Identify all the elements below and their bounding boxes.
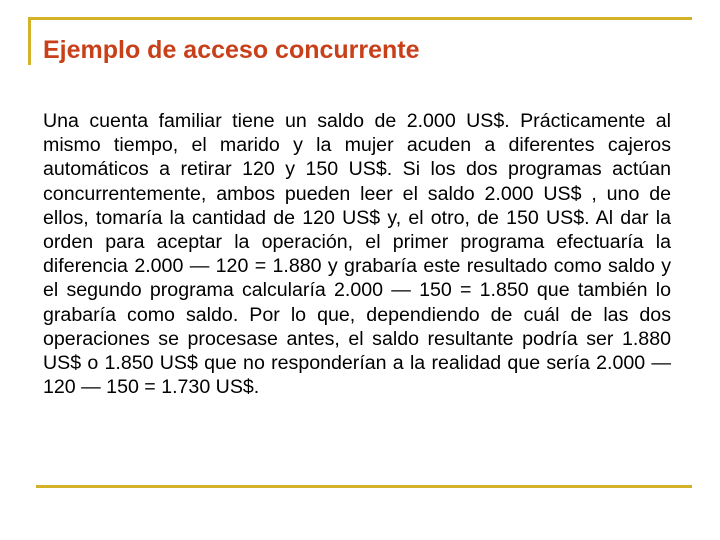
slide-title: Ejemplo de acceso concurrente [43, 36, 420, 64]
top-rule [28, 17, 692, 20]
slide-body-text: Una cuenta familiar tiene un saldo de 2.000 US$. Prácticamente al mismo tiempo, el marido y la mujer acuden a diferentes cajeros automáticos a retirar 120 y 150 US$. Si los dos programas actúan concurrentemente, ambos pueden leer el saldo 2.000 US$ , uno de ellos, tomaría la cantidad de 120 US$ y, el otro, de 150 US$. Al dar la orden para aceptar la operación, el primer programa efectuaría la diferencia 2.000 — 120 = 1.880 y grabaría este resultado como saldo y el segundo programa calcularía 2.000 — 150 = 1.850 que también lo grabaría como saldo. Por lo que, dependiendo de cuál de las dos operaciones se procesase antes, el saldo resultante podría ser 1.880 US$ o 1.850 US$ que no responderían a la realidad que sería 2.000 — 120 — 150 = 1.730 US$. [43, 110, 671, 399]
left-rule [28, 17, 31, 65]
bottom-rule [36, 485, 692, 488]
